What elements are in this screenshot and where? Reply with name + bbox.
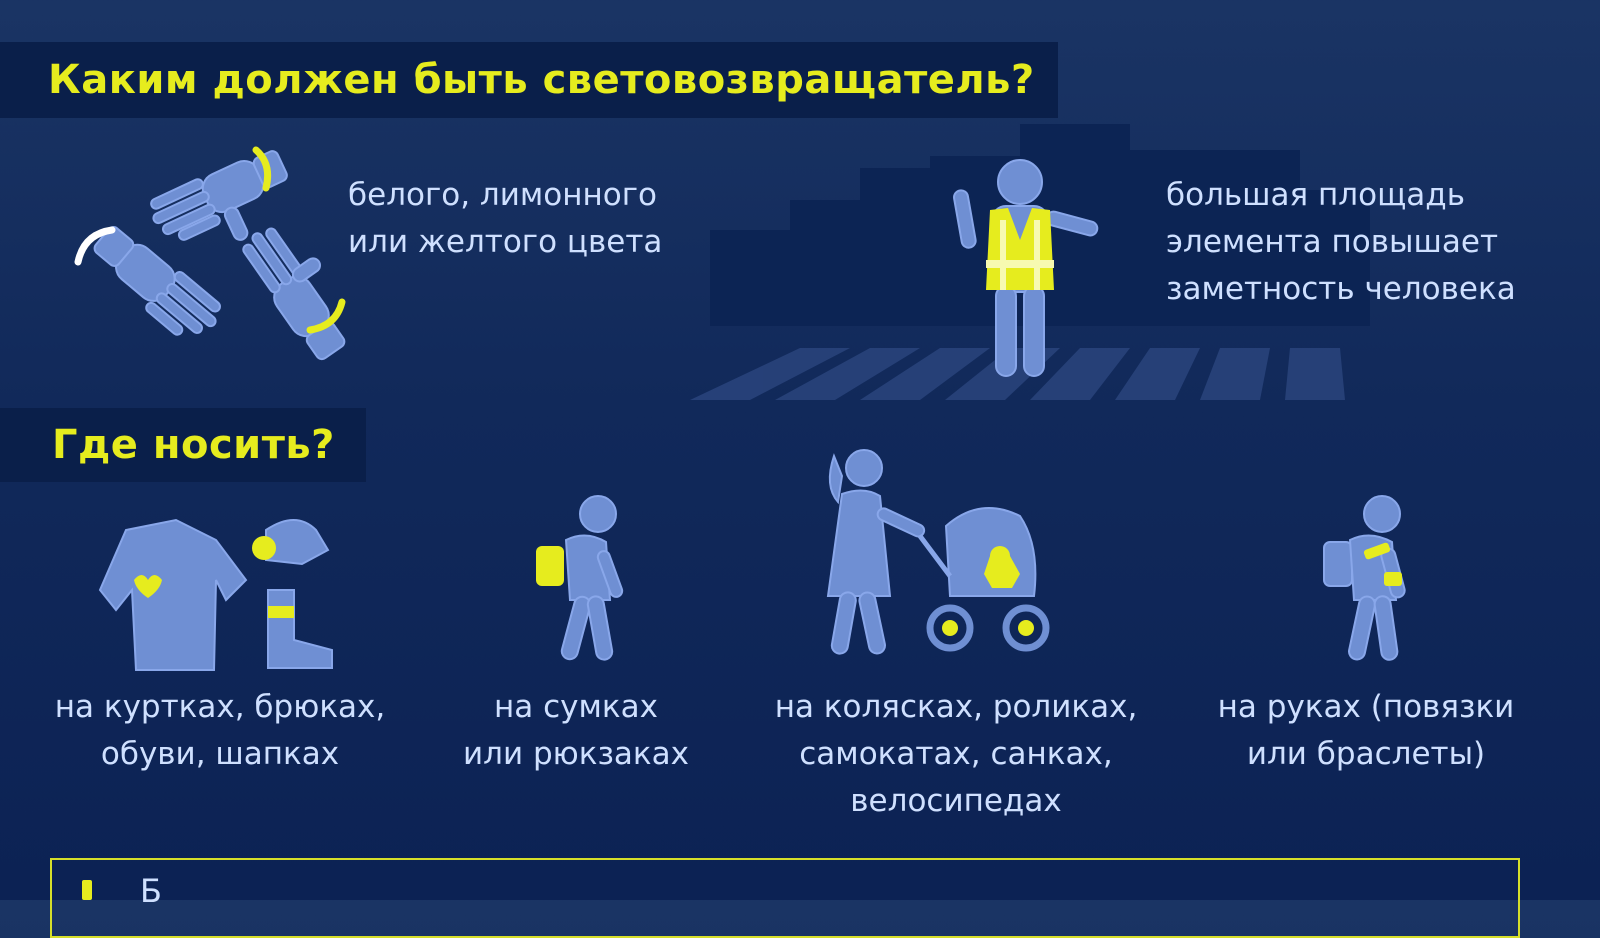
area-description xyxy=(1166,172,1516,313)
caption-line: велосипедах xyxy=(850,783,1062,819)
area-line-3: заметность человека xyxy=(1166,271,1516,307)
heading-banner-what xyxy=(0,42,1058,118)
caption-line: на сумках xyxy=(494,689,658,725)
area-line-1: большая площадь xyxy=(1166,177,1465,213)
heading-what: Каким должен быть световозвращатель? xyxy=(48,57,1035,103)
color-line-2: или желтого цвета xyxy=(348,224,663,260)
heading-where: Где носить? xyxy=(52,422,335,468)
caption-line: или рюкзаках xyxy=(462,736,689,772)
exclamation-icon xyxy=(82,880,92,900)
boot-reflector xyxy=(268,606,294,618)
bracelet-reflector xyxy=(1384,572,1402,586)
place-caption-vehicles xyxy=(746,684,1166,825)
wheel-reflector-2 xyxy=(1018,620,1034,636)
place-caption-hands xyxy=(1156,684,1576,778)
jacket-hat-boot-illustration xyxy=(96,510,346,680)
caption-line: на руках (повязки xyxy=(1217,689,1515,725)
hands-with-bracelets-illustration xyxy=(60,140,360,350)
woman-with-stroller-illustration xyxy=(820,446,1080,672)
caption-line: или браслеты) xyxy=(1246,736,1486,772)
child-with-backpack-illustration xyxy=(526,490,636,670)
warning-box xyxy=(50,858,1520,938)
warning-text: Б xyxy=(140,872,162,910)
caption-line: на колясках, роликах, xyxy=(774,689,1138,725)
caption-line: обуви, шапках xyxy=(100,736,340,772)
caption-line: на куртках, брюках, xyxy=(54,689,386,725)
color-line-1: белого, лимонного xyxy=(348,177,658,213)
place-caption-bags xyxy=(366,684,786,778)
hat-reflector xyxy=(252,536,276,560)
heading-banner-where xyxy=(0,408,366,482)
caption-line: самокатах, санках, xyxy=(799,736,1113,772)
area-line-2: элемента повышает xyxy=(1166,224,1499,260)
backpack-reflector xyxy=(536,546,564,586)
wheel-reflector-1 xyxy=(942,620,958,636)
child-with-armband-illustration xyxy=(1320,490,1430,670)
color-description xyxy=(348,172,662,266)
